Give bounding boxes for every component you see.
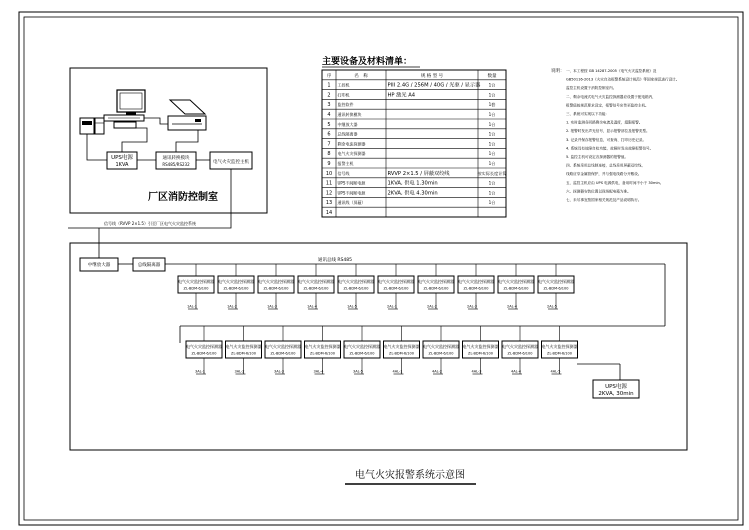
ups-2kva-line1: UPS电源 bbox=[605, 384, 627, 390]
drawing-title: 电气火灾报警系统示意图 bbox=[355, 470, 465, 481]
monitoring-host-label: 电气火灾监控主机 bbox=[213, 160, 249, 165]
detector-label: 电气火灾监控探测器 bbox=[502, 344, 538, 349]
table-cell: HP 激光 A4 bbox=[387, 92, 416, 99]
detector-model: ZL-BDM-6/100 bbox=[507, 351, 533, 356]
table-cell: 信号线 bbox=[337, 170, 350, 176]
table-cell: 14 bbox=[325, 210, 333, 216]
detector-model: ZL-BDM-6/100 bbox=[503, 286, 529, 291]
control-room-label: 厂区消防控制室 bbox=[148, 192, 218, 203]
circuit-tag: 4AL-4 bbox=[511, 369, 521, 374]
detector-label: 电气火灾监控探测器 bbox=[186, 344, 222, 349]
detector-model: ZL-BDM-6/100 bbox=[343, 286, 369, 291]
table-cell: 电气火灾探测器 bbox=[337, 151, 366, 157]
detector-label: 电气火灾监控探测器 bbox=[178, 279, 214, 284]
table-cell: 11 bbox=[325, 180, 333, 187]
table-cell: 1台 bbox=[488, 121, 496, 127]
table-cell: 1 bbox=[327, 82, 331, 89]
printer-icon bbox=[168, 100, 206, 130]
table-cell: 按实际长度计算 bbox=[477, 170, 507, 176]
detector-label: 电气火灾监控探测器 bbox=[378, 279, 414, 284]
detector-model: ZL-BDM-6/100 bbox=[463, 286, 489, 291]
table-cell: 5 bbox=[327, 121, 331, 128]
detector-label: 电气火灾监控探测器 bbox=[462, 344, 499, 349]
table-header-cell: 名 称 bbox=[354, 73, 368, 79]
ups-2kva-line2: 2KVA, 30min bbox=[598, 391, 634, 397]
detector-model: ZL-BDM-6/100 bbox=[423, 286, 449, 291]
host-cabinet-icon bbox=[80, 118, 104, 134]
notes-line: 四、系统采用总线制连接，总线采用屏蔽双绞线， bbox=[566, 163, 646, 168]
table-cell: 1台 bbox=[488, 151, 496, 157]
detector-label: 电气火灾监控探测器 bbox=[265, 344, 301, 349]
table-cell: 1台 bbox=[488, 92, 496, 98]
design-notes bbox=[551, 67, 679, 202]
equipment-table bbox=[322, 55, 507, 217]
circuit-tag: 3AL-1 bbox=[195, 369, 205, 374]
notes-line: 5. 监控主机可设定各探测器的报警值。 bbox=[566, 155, 629, 159]
notes-line: 3. 记录并保存报警信息，可查询、打印历史记录。 bbox=[566, 137, 647, 142]
detector-label: 电气火灾监控探测器 bbox=[258, 279, 294, 284]
circuit-tag: 3AL-5 bbox=[353, 369, 363, 374]
notes-line: 二、剩余电流式电气火灾监控探测器应设置于配电箱内， bbox=[566, 94, 656, 99]
notes-line: 2. 报警时发出声光信号，显示报警部位及报警类型。 bbox=[566, 129, 650, 134]
table-cell: 10 bbox=[325, 170, 333, 177]
table-header-cell: 数量 bbox=[487, 73, 497, 79]
detector-model: ZL-BDM-6/100 bbox=[383, 286, 409, 291]
circuit-tag: 2AL-1 bbox=[387, 304, 397, 309]
detector-label: 电气火灾监控探测器 bbox=[383, 344, 420, 349]
circuit-tag: 3AL-2 bbox=[234, 369, 245, 374]
detector-model: ZL-BDM-6/100 bbox=[310, 351, 335, 356]
computer-monitor-icon bbox=[104, 90, 145, 128]
circuit-tag: 3AL-3 bbox=[274, 369, 284, 374]
detector-model: ZL-BDM-6/100 bbox=[543, 286, 569, 291]
table-cell: 打印机 bbox=[337, 92, 350, 98]
circuit-tag: 1AL-5 bbox=[347, 304, 357, 309]
table-title: 主要设备及材料清单： bbox=[322, 57, 413, 67]
table-cell: 剩余电流探测器 bbox=[337, 141, 366, 147]
table-cell: 通讯线（屏蔽） bbox=[337, 200, 366, 206]
circuit-tag: 1AL-3 bbox=[267, 304, 277, 309]
detectors-row-1 bbox=[178, 264, 574, 309]
table-cell: 1台 bbox=[488, 161, 496, 166]
detector-model: ZL-BDM-6/100 bbox=[223, 286, 249, 291]
table-cell: 2 bbox=[327, 92, 331, 99]
notes-line: 六、探测器安装位置以现场配电箱为准。 bbox=[566, 189, 631, 194]
circuit-tag: 2AL-4 bbox=[507, 304, 517, 309]
detector-model: ZL-BDM-6/100 bbox=[231, 351, 256, 356]
circuit-tag: 1AL-2 bbox=[227, 304, 237, 309]
notes-line: 4. 系统具有故障自检功能，故障时发出故障报警信号。 bbox=[566, 146, 654, 151]
table-cell: 9 bbox=[327, 161, 331, 167]
repeater-label: 中继放大器 bbox=[87, 263, 111, 268]
table-cell: 1套 bbox=[488, 102, 496, 108]
table-cell: RVVP 2×1.5 / 屏蔽双绞线 bbox=[387, 170, 450, 177]
table-cell: 2KVA, 供电 4.30min bbox=[387, 190, 438, 197]
detector-label: 电气火灾监控探测器 bbox=[498, 279, 534, 284]
circuit-tag: 4AL-5 bbox=[550, 369, 561, 374]
table-cell: 4 bbox=[327, 112, 331, 118]
detector-model: ZL-BDM-6/100 bbox=[428, 351, 454, 356]
detector-label: 电气火灾监控探测器 bbox=[298, 279, 334, 284]
detector-label: 电气火灾监控探测器 bbox=[304, 344, 341, 349]
notes-line: 一、本工程按 GB 14287-2005《电气火灾监控系统》及 bbox=[566, 69, 657, 73]
detector-model: ZL-BDM-6/100 bbox=[263, 286, 289, 291]
table-cell: 6 bbox=[327, 131, 331, 138]
circuit-tag: 4AL-1 bbox=[392, 369, 403, 374]
circuit-tag: 2AL-5 bbox=[547, 304, 557, 309]
detector-model: ZL-BDM-6/100 bbox=[191, 351, 217, 356]
detector-model: ZL-BDM-6/100 bbox=[270, 351, 296, 356]
circuit-tag: 4AL-3 bbox=[471, 369, 482, 374]
table-cell: 1台 bbox=[488, 190, 496, 196]
notes-line: 线路应穿金属管保护，并与强电线路分开敷设。 bbox=[566, 172, 642, 177]
detector-model: ZL-BDM-6/100 bbox=[468, 351, 493, 356]
detector-model: ZL-BDM-6/100 bbox=[547, 351, 572, 356]
detector-model: ZL-BDM-6/100 bbox=[389, 351, 414, 356]
circuit-tag: 2AL-2 bbox=[427, 304, 437, 309]
detector-label: 电气火灾监控探测器 bbox=[458, 279, 494, 284]
detector-label: 电气火灾监控探测器 bbox=[338, 279, 374, 284]
table-cell: 1台 bbox=[488, 82, 496, 88]
field-area-group bbox=[70, 228, 687, 450]
table-cell: 报警主机 bbox=[337, 161, 354, 166]
table-cell: 1台 bbox=[488, 200, 496, 206]
drawing-outer-frame bbox=[19, 12, 743, 525]
detector-label: 电气火灾监控探测器 bbox=[225, 344, 262, 349]
notes-line: 监控主机设置于消防控制室内。 bbox=[566, 86, 617, 91]
table-header-cell: 规 格 型 号 bbox=[420, 73, 444, 79]
table-cell: 13 bbox=[325, 200, 333, 207]
circuit-tag: 2AL-3 bbox=[467, 304, 477, 309]
ups-1kva-line1: UPS电源 bbox=[111, 155, 133, 161]
detector-label: 电气火灾监控探测器 bbox=[344, 344, 380, 349]
table-cell: UPS不间断电源 bbox=[337, 180, 366, 186]
table-cell: 7 bbox=[327, 141, 331, 148]
notes-line: 1. 实时监测各回路剩余电流及温度，超限报警。 bbox=[566, 120, 643, 125]
detector-model: ZL-BDM-6/100 bbox=[183, 286, 209, 291]
table-cell: 1KVA, 供电 1.30min bbox=[387, 180, 438, 187]
detector-label: 电气火灾监控探测器 bbox=[218, 279, 254, 284]
table-cell: 1台 bbox=[488, 112, 496, 117]
detector-label: 电气火灾监控探测器 bbox=[418, 279, 454, 284]
detector-model: ZL-BDM-6/100 bbox=[349, 351, 375, 356]
notes-heading: 说明： bbox=[551, 69, 565, 74]
table-cell: 1台 bbox=[488, 141, 496, 147]
circuit-tag: 1AL-1 bbox=[187, 304, 197, 309]
table-cell: 1台 bbox=[488, 180, 496, 186]
table-cell: 总线隔离器 bbox=[337, 131, 358, 137]
notes-line: 七、未尽事宜按国家相关规范及产品说明执行。 bbox=[566, 198, 642, 202]
detector-label: 电气火灾监控探测器 bbox=[538, 279, 574, 284]
table-header-cell: 序 bbox=[326, 73, 332, 79]
table-text bbox=[326, 72, 507, 216]
table-cell: UPS不间断电源 bbox=[337, 190, 366, 196]
ups-1kva-line2: 1KVA bbox=[115, 162, 129, 168]
table-cell: 工控机 bbox=[337, 82, 350, 88]
table-cell: 1台 bbox=[488, 131, 496, 137]
detectors-row-2 bbox=[186, 326, 578, 374]
detector-label: 电气火灾监控探测器 bbox=[423, 344, 459, 349]
detector-model: ZL-BDM-6/100 bbox=[303, 286, 329, 291]
detector-label: 电气火灾监控探测器 bbox=[541, 344, 578, 349]
notes-line: 五、监控主机应由 UPS 电源供电，备用时间不小于 30min。 bbox=[566, 180, 664, 185]
table-cell: 12 bbox=[325, 190, 333, 197]
converter-line2: RS485/RS232 bbox=[162, 162, 190, 167]
notes-line: 报警值按规范要求设定，报警信号应传至监控主机。 bbox=[566, 103, 649, 108]
circuit-tag: 3AL-4 bbox=[313, 369, 324, 374]
isolator-label: 总线隔离器 bbox=[137, 263, 161, 268]
circuit-tag: 4AL-2 bbox=[432, 369, 442, 374]
notes-line: GB50116-2013《火灾自动报警系统设计规范》等国家规范进行设计。 bbox=[566, 77, 680, 82]
bus-label: 通讯总线 RS485 bbox=[318, 258, 353, 263]
control-room-group bbox=[70, 68, 267, 213]
notes-line: 三、系统可实现以下功能： bbox=[566, 112, 610, 116]
table-cell: 中继放大器 bbox=[337, 121, 358, 127]
table-cell: 监控软件 bbox=[337, 102, 354, 108]
trunk-cable-note: 信号线（RVVP 2×1.5）引至厂区电气火灾监控系统 bbox=[104, 221, 196, 226]
table-cell: 3 bbox=[327, 102, 331, 109]
circuit-tag: 1AL-4 bbox=[307, 304, 317, 309]
table-cell: 通讯转换模块 bbox=[337, 112, 362, 117]
table-cell: PIII 2.4G / 256M / 40G / 光驱 / 显示器 bbox=[387, 82, 481, 89]
table-cell: 8 bbox=[327, 151, 331, 158]
converter-line1: 通讯转换模块 bbox=[162, 156, 190, 161]
